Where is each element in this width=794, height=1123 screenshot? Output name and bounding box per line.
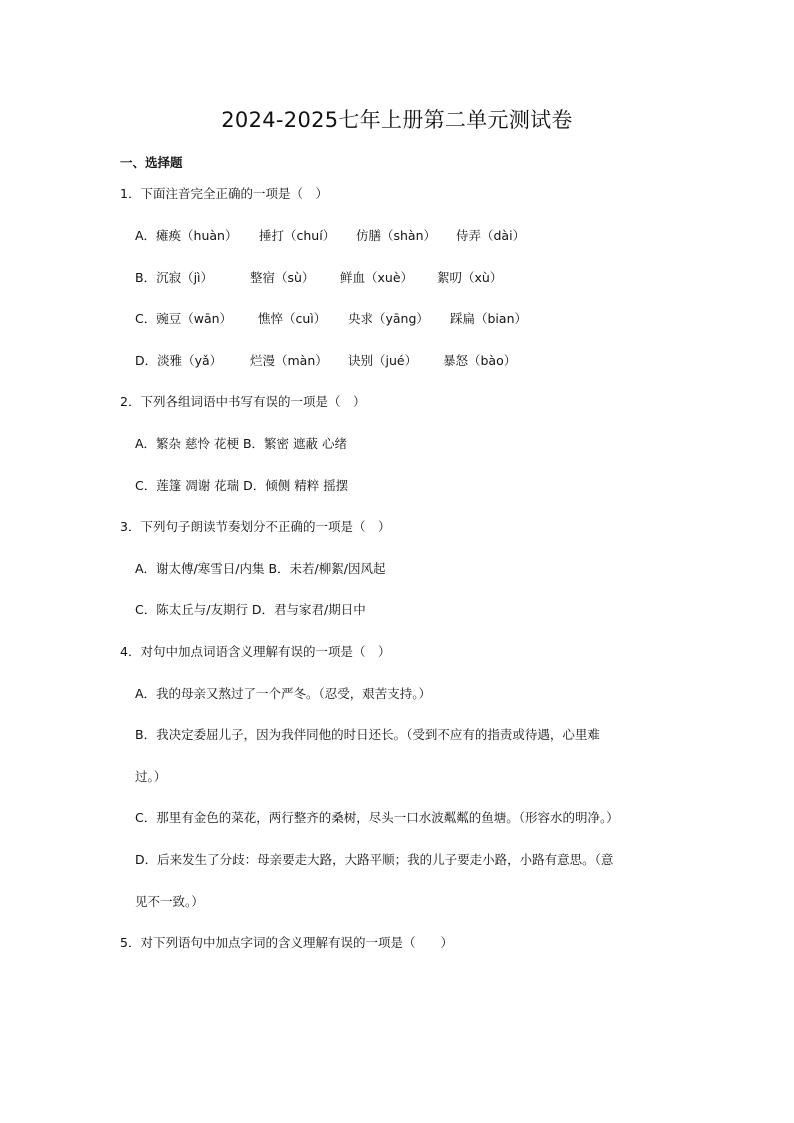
option-d-item-3: 诀别（jué）	[348, 353, 418, 368]
section-heading: 一、选择题	[120, 155, 183, 170]
option-c-item-1: C．豌豆（wān）	[135, 311, 233, 326]
question-1-option-b	[135, 269, 502, 287]
question-4-option-b-line-1: B．我决定委屈儿子，因为我伴同他的时日还长。（受到不应有的指责或待遇，心里难	[135, 727, 600, 742]
question-1-option-d	[135, 352, 516, 370]
option-a-item-2: 捶打（chuí）	[259, 228, 336, 243]
question-1-option-a	[135, 227, 525, 245]
option-c-item-2: 憔悴（cuì）	[258, 311, 327, 326]
question-3-stem: 3．下列句子朗读节奏划分不正确的一项是（ ）	[120, 519, 391, 534]
question-3-options-ab: A．谢太傅/寒雪日/内集 B．未若/柳絮/因风起	[135, 561, 386, 576]
option-b-item-4: 絮叨（xù）	[437, 270, 503, 285]
page-title: 2024-2025七年上册第二单元测试卷	[221, 108, 573, 132]
option-c-item-3: 央求（yāng）	[348, 311, 429, 326]
question-2-options-cd: C．莲篷 凋谢 花瑞 D．倾侧 精粹 摇摆	[135, 478, 349, 493]
question-4-option-d-line-2: 见不一致。）	[135, 894, 204, 909]
option-c-item-4: 踩扁（bian）	[450, 311, 527, 326]
question-4-option-b-line-2: 过。）	[135, 769, 167, 784]
question-5-stem: 5．对下列语句中加点字词的含义理解有误的一项是（ ）	[120, 935, 453, 950]
question-4-option-c: C．那里有金色的菜花，两行整齐的桑树，尽头一口水波粼粼的鱼塘。（形容水的明净。）	[135, 810, 619, 825]
option-d-item-2: 烂漫（màn）	[250, 353, 328, 368]
option-d-item-4: 暴怒（bào）	[443, 353, 517, 368]
question-4-option-d-line-1: D．后来发生了分歧：母亲要走大路，大路平顺；我的儿子要走小路，小路有意思。（意	[135, 852, 614, 867]
question-3-options-cd: C．陈太丘与/友期行 D．君与家君/期日中	[135, 602, 366, 617]
option-b-item-2: 整宿（sù）	[250, 270, 315, 285]
question-4-option-a: A．我的母亲又熬过了一个严冬。（忍受，艰苦支持。）	[135, 686, 432, 701]
question-2-options-ab: A．繁杂 慈怜 花梗 B．繁密 遮蔽 心绪	[135, 436, 347, 451]
option-a-item-4: 侍弄（dài）	[456, 228, 526, 243]
option-d-item-1: D．淡雅（yǎ）	[135, 353, 223, 368]
option-b-item-1: B．沉寂（jì）	[135, 270, 214, 285]
option-a-item-1: A．瘫痪（huàn）	[135, 228, 238, 243]
option-b-item-3: 鲜血（xuè）	[340, 270, 414, 285]
option-a-item-3: 仿膳（shàn）	[356, 228, 437, 243]
question-4-stem: 4．对句中加点词语含义理解有误的一项是（ ）	[120, 644, 391, 659]
question-1-stem: 1．下面注音完全正确的一项是（ ）	[120, 186, 328, 201]
question-1-option-c	[135, 310, 527, 328]
question-2-stem: 2．下列各组词语中书写有误的一项是（ ）	[120, 394, 366, 409]
